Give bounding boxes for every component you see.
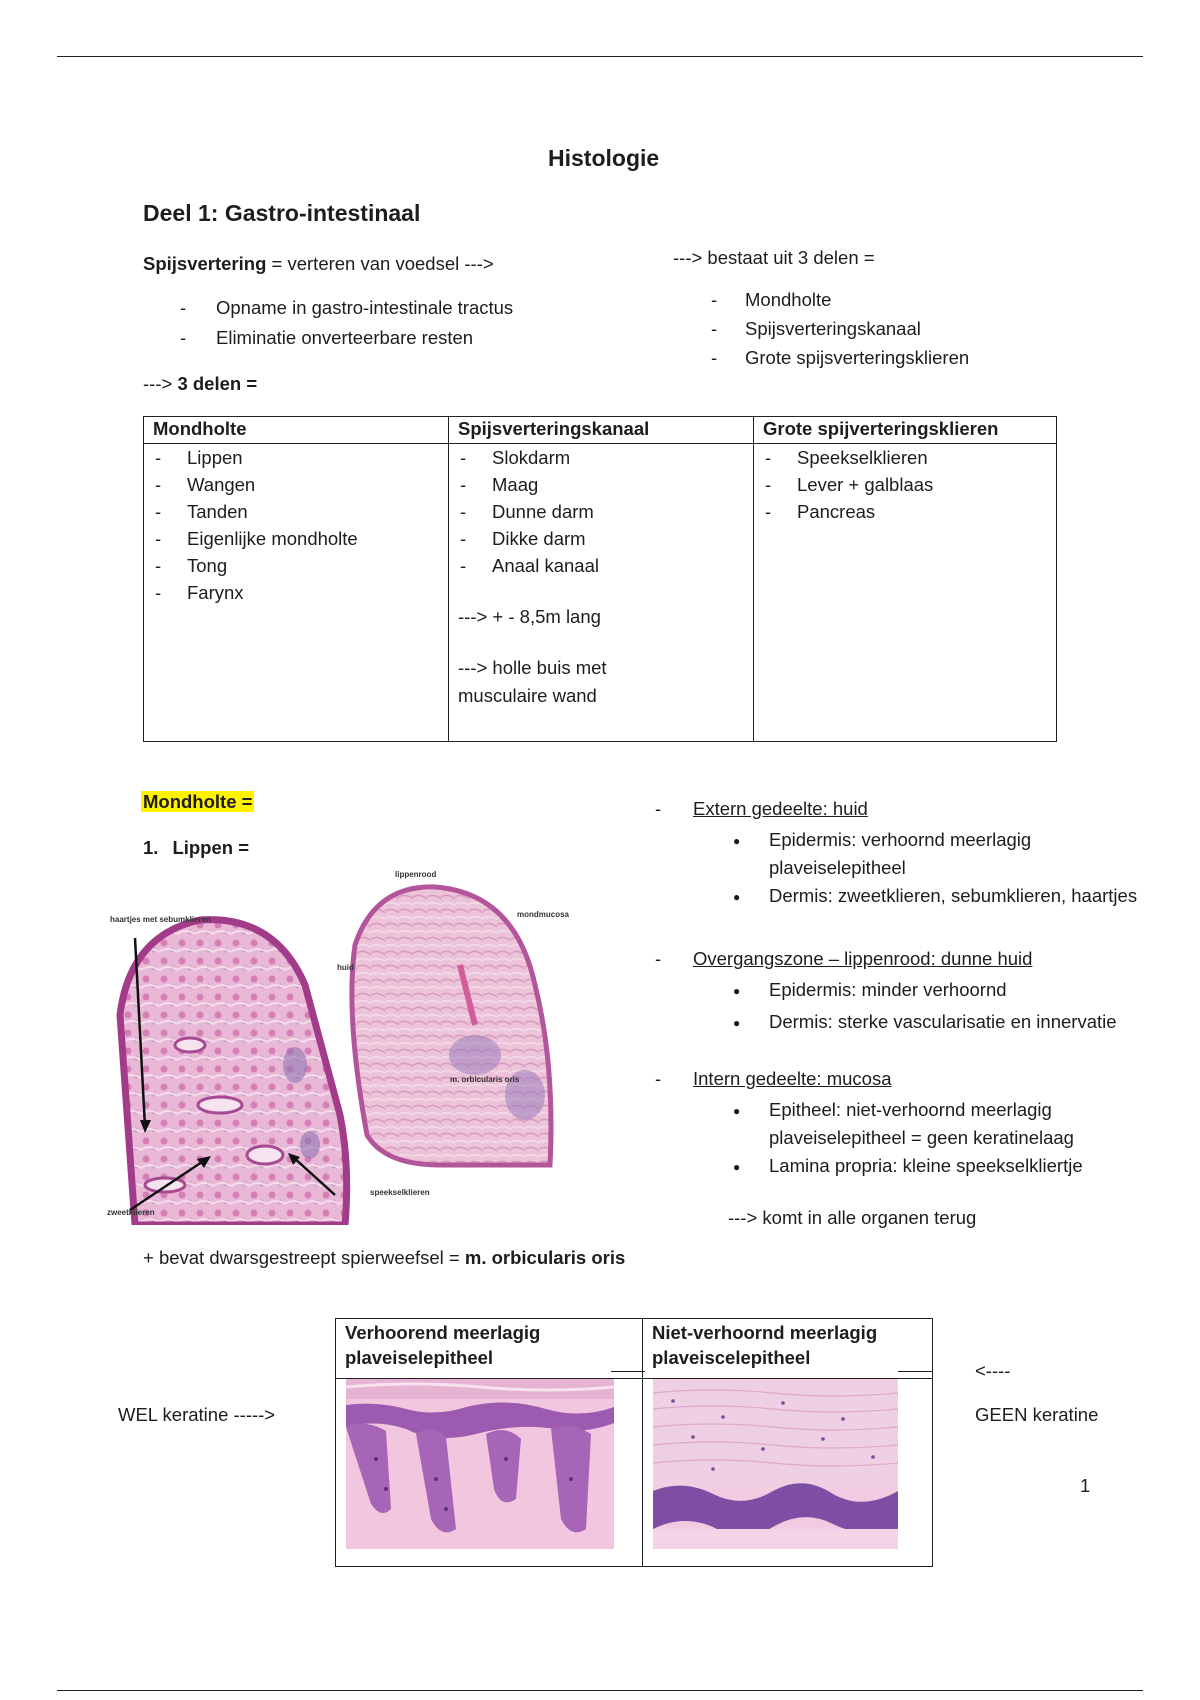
list-item: - Anaal kanaal [458,552,753,579]
table-cell [643,1379,933,1567]
list-item: - Pancreas [763,498,1056,525]
list-item: - Eigenlijke mondholte [153,525,448,552]
page-title: Histologie [548,145,660,171]
label-orbicularis: m. orbicularis oris [450,1075,520,1084]
list-item: - Lippen [153,444,448,471]
table-cell [449,444,754,742]
list-item: - Tong [153,552,448,579]
layer-section: - Extern gedeelte: huid ● Epidermis: verhoornd meerlagig plaveiselepitheel ● Dermis: zweetklieren, sebumklieren, haartjes [655,797,1200,947]
muscle-line: + bevat dwarsgestreept spierweefsel = m. orbicularis oris [143,1247,626,1268]
definition-line [143,252,494,275]
list-item: - Farynx [153,579,448,606]
page-number: 1 [1080,1475,1091,1496]
table-note: ---> + - 8,5m lang [458,606,601,627]
definition-term: Spijsvertering [143,253,267,274]
list-item: - Slokdarm [458,444,753,471]
list-item: - Lever + galblaas [763,471,1056,498]
non-keratinized-epithelium-image [653,1379,898,1549]
list-item: ● Dermis: sterke vascularisatie en innervatie [733,1008,1193,1036]
table-header: Niet-verhoornd meerlagig plaveiscelepitheel [643,1319,933,1379]
table-header: Grote spijverteringsklieren [754,417,1057,444]
section-title: Deel 1: Gastro-intestinaal [143,200,421,226]
layer-title: Extern gedeelte: huid [693,798,868,819]
label-huid: huid [337,963,354,972]
list-item: - Wangen [153,471,448,498]
geen-keratine-label: GEEN keratine [975,1404,1099,1425]
top-rule [57,56,1143,57]
label-zweet: zweetklieren [107,1208,155,1217]
list-item: - Dikke darm [458,525,753,552]
list-item: - Maag [458,471,753,498]
definition-text: = verteren van voedsel ---> [266,253,494,274]
table-cell [754,444,1057,742]
layer-section: - Intern gedeelte: mucosa ● Epitheel: niet-verhoornd meerlagig plaveiselepitheel = geen keratinelaag ● Lamina propria: kleine speekselkliertje [655,1067,1200,1207]
lip-histology-figure [105,865,600,1225]
list-item: - Speekselklieren [763,444,1056,471]
organs-note: ---> komt in alle organen terug [728,1207,977,1228]
mondholte-heading: Mondholte = [143,791,253,812]
table-header: Spijsverteringskanaal [449,417,754,444]
keratinized-epithelium-image [346,1379,614,1549]
list-item: ● Epitheel: niet-verhoornd meerlagig plaveiselepitheel = geen keratinelaag [733,1096,1139,1152]
list-item: ● Dermis: zweetklieren, sebumklieren, haartjes [733,882,1173,910]
connector-line [611,1371,645,1372]
wel-keratine-label: WEL keratine -----> [118,1404,276,1425]
layer-title: Overgangszone – lippenrood: dunne huid [693,948,1033,969]
list-item: - Tanden [153,498,448,525]
table-header: Mondholte [144,417,449,444]
table-cell [144,444,449,742]
bottom-rule [57,1690,1143,1691]
side-header: ---> bestaat uit 3 delen = [673,247,875,268]
epithelium-table [335,1318,933,1567]
table-header: Verhoorend meerlagig plaveiselepitheel [336,1319,643,1379]
label-lippenrood: lippenrood [395,870,437,879]
connector-line [898,1371,932,1372]
list-item: ● Epidermis: minder verhoornd [733,976,1193,1004]
label-haartjes: haartjes met sebumklieren [110,915,211,924]
list-item: ● Epidermis: verhoornd meerlagig plaveiselepitheel [733,826,1099,882]
list-item: ● Lamina propria: kleine speekselkliertje [733,1152,1133,1180]
table-cell [336,1379,643,1567]
lippen-heading: 1. Lippen = [143,837,250,858]
right-arrow-label: <---- [975,1360,1011,1381]
label-speeksel: speekselklieren [370,1188,430,1197]
layer-title: Intern gedeelte: mucosa [693,1068,892,1089]
list-item: - Dunne darm [458,498,753,525]
overview-table [143,416,1057,742]
label-mondmucosa: mondmucosa [517,910,570,919]
three-parts-line: ---> 3 delen = [143,373,258,394]
table-note: ---> holle buis met musculaire wand [458,657,607,706]
layer-section: - Overgangszone – lippenrood: dunne huid ● Epidermis: minder verhoornd ● Dermis: sterke vascularisatie en innervatie [655,947,1200,1067]
lip-layers [655,797,1200,1207]
